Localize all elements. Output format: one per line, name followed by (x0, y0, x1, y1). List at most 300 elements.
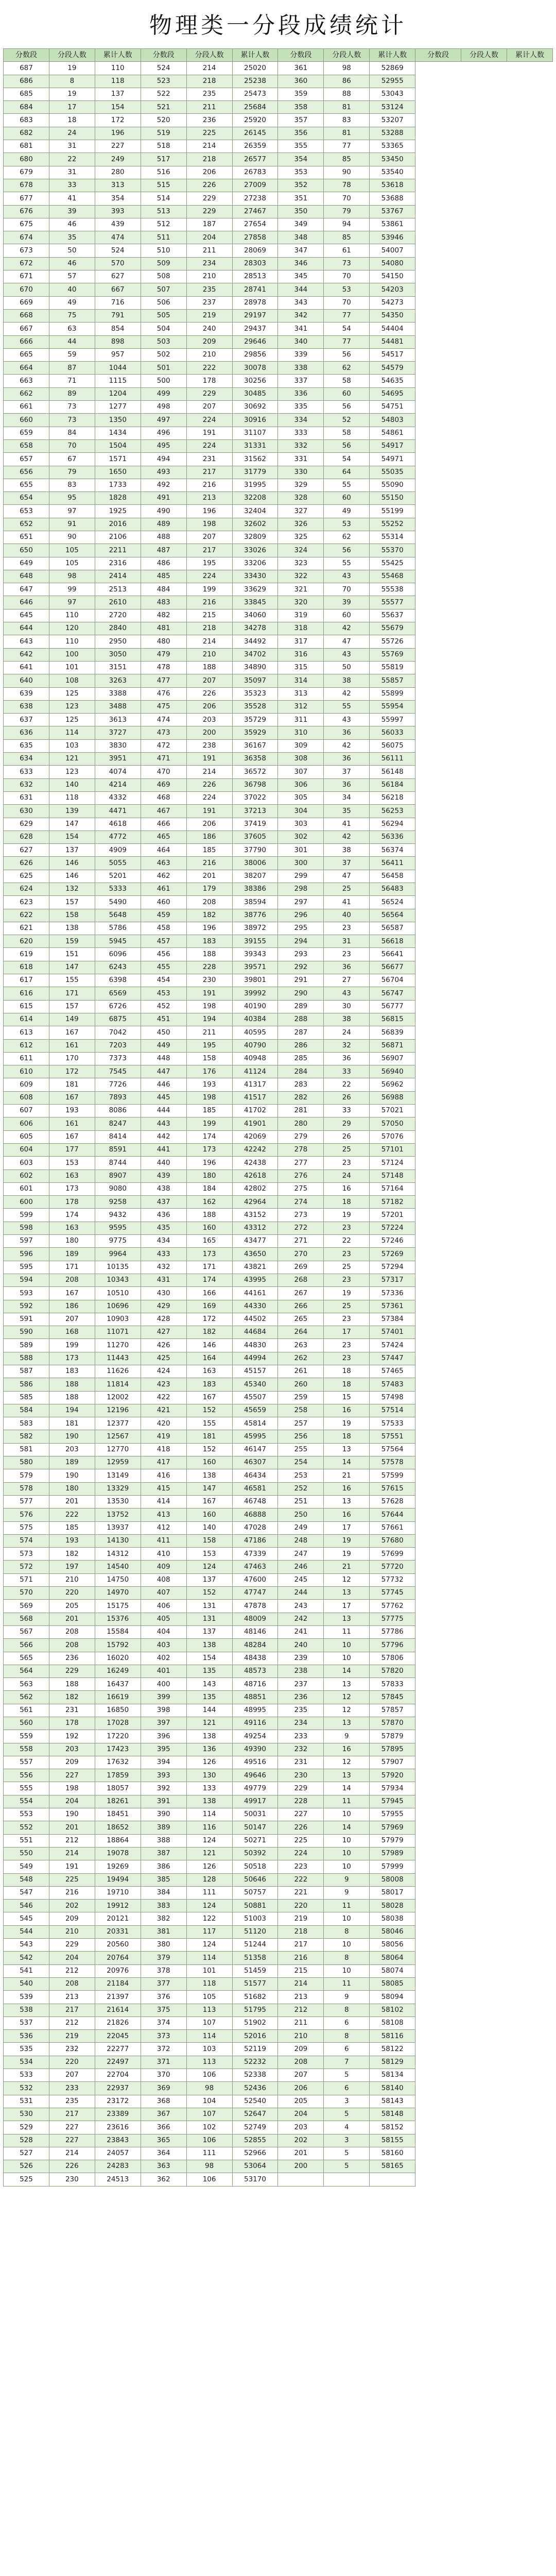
table-cell: 381 (141, 1925, 186, 1938)
table-cell: 40790 (232, 1039, 278, 1052)
table-cell: 27238 (232, 192, 278, 205)
table-cell: 496 (141, 427, 186, 439)
table-cell: 63 (49, 323, 95, 335)
table-cell: 374 (141, 2016, 186, 2029)
table-row (4, 531, 553, 544)
table-row (4, 1600, 553, 1613)
table-cell: 14 (324, 1665, 370, 1677)
table-cell: 58094 (370, 1991, 415, 2004)
table-header-row (4, 49, 553, 62)
table-cell: 434 (141, 1235, 186, 1248)
table-row (4, 218, 553, 231)
table-cell: 13 (324, 1769, 370, 1782)
table-cell: 52540 (232, 2095, 278, 2108)
table-cell: 201 (49, 1613, 95, 1625)
table-row (4, 1808, 553, 1821)
table-cell: 18057 (95, 1782, 141, 1795)
table-cell: 3613 (95, 714, 141, 726)
table-cell: 424 (141, 1365, 186, 1378)
table-cell: 333 (278, 427, 324, 439)
table-cell: 11270 (95, 1339, 141, 1352)
table-cell: 57845 (370, 1691, 415, 1704)
table-cell: 58028 (370, 1900, 415, 1912)
table-cell: 225 (186, 127, 232, 140)
table-cell: 57907 (370, 1756, 415, 1769)
table-cell: 532 (4, 2082, 49, 2095)
table-cell: 898 (95, 335, 141, 348)
table-cell: 371 (141, 2056, 186, 2069)
header-score-1: 分数段 (4, 49, 49, 62)
table-cell: 7726 (95, 1078, 141, 1091)
table-cell: 52955 (370, 75, 415, 88)
table-cell: 575 (4, 1521, 49, 1534)
table-cell: 1350 (95, 414, 141, 427)
table-cell: 57796 (370, 1639, 415, 1652)
table-row (4, 1900, 553, 1912)
table-cell: 98 (186, 2160, 232, 2173)
table-cell: 173 (49, 1182, 95, 1195)
table-cell: 594 (4, 1274, 49, 1286)
table-cell: 52338 (232, 2069, 278, 2082)
table-cell: 33 (324, 1065, 370, 1078)
table-cell: 1733 (95, 479, 141, 492)
table-row (4, 1587, 553, 1600)
table-cell: 171 (49, 1261, 95, 1274)
table-cell: 514 (141, 192, 186, 205)
table-cell: 56641 (370, 948, 415, 961)
table-cell: 1650 (95, 466, 141, 479)
table-cell: 163 (49, 1222, 95, 1234)
table-cell: 235 (278, 1704, 324, 1717)
table-cell: 139 (49, 805, 95, 818)
table-cell: 57775 (370, 1613, 415, 1625)
table-cell: 277 (278, 1157, 324, 1170)
table-cell: 570 (95, 257, 141, 270)
table-cell: 354 (278, 153, 324, 166)
table-cell: 683 (4, 114, 49, 127)
table-row (4, 179, 553, 192)
table-row (4, 166, 553, 179)
table-cell: 23 (324, 1157, 370, 1170)
table-cell: 644 (4, 622, 49, 635)
table-cell: 101 (186, 1964, 232, 1977)
table-cell: 89 (49, 387, 95, 400)
table-cell: 56747 (370, 987, 415, 1000)
table-cell: 427 (141, 1326, 186, 1339)
table-row (4, 766, 553, 778)
table-cell: 624 (4, 883, 49, 896)
table-cell: 582 (4, 1430, 49, 1443)
table-cell: 48438 (232, 1652, 278, 1665)
table-cell: 11071 (95, 1326, 141, 1339)
table-cell: 70 (324, 583, 370, 596)
table-cell: 52232 (232, 2056, 278, 2069)
table-row (4, 1730, 553, 1743)
table-cell: 251 (278, 1495, 324, 1508)
table-cell: 671 (4, 270, 49, 283)
table-cell: 45659 (232, 1404, 278, 1417)
table-cell: 56871 (370, 1039, 415, 1052)
table-cell: 209 (186, 335, 232, 348)
table-cell: 229 (49, 1665, 95, 1677)
table-row (4, 1078, 553, 1091)
table-cell: 24 (324, 1170, 370, 1182)
table-cell: 4074 (95, 766, 141, 778)
table-cell: 62 (324, 362, 370, 375)
table-cell: 58108 (370, 2016, 415, 2029)
table-cell: 433 (141, 1248, 186, 1261)
table-cell: 15584 (95, 1625, 141, 1638)
table-cell: 57806 (370, 1652, 415, 1665)
table-cell: 509 (141, 257, 186, 270)
table-cell: 675 (4, 218, 49, 231)
table-cell: 679 (4, 166, 49, 179)
table-cell: 218 (186, 622, 232, 635)
table-cell: 21 (324, 1561, 370, 1573)
table-cell: 16 (324, 1509, 370, 1521)
table-cell: 447 (141, 1065, 186, 1078)
table-cell: 613 (4, 1026, 49, 1039)
table-cell: 81 (324, 101, 370, 114)
table-cell: 263 (278, 1339, 324, 1352)
table-cell: 25 (324, 1300, 370, 1313)
table-cell: 545 (4, 1912, 49, 1925)
table-cell: 24057 (95, 2147, 141, 2160)
table-cell: 57246 (370, 1235, 415, 1248)
table-cell: 212 (49, 1834, 95, 1847)
table-cell: 143 (186, 1678, 232, 1691)
table-row (4, 557, 553, 570)
table-cell: 198 (186, 1000, 232, 1013)
table-cell: 79 (324, 205, 370, 218)
table-cell: 211 (278, 2016, 324, 2029)
table-cell: 254 (278, 1456, 324, 1469)
table-cell: 13149 (95, 1469, 141, 1482)
table-cell: 1828 (95, 492, 141, 505)
table-cell: 2106 (95, 531, 141, 544)
table-cell: 235 (186, 283, 232, 296)
table-cell: 634 (4, 753, 49, 766)
table-cell: 206 (278, 2082, 324, 2095)
table-cell: 241 (278, 1625, 324, 1638)
table-cell: 158 (186, 1052, 232, 1065)
table-cell: 56815 (370, 1013, 415, 1026)
table-cell: 110 (95, 62, 141, 75)
table-cell: 23172 (95, 2095, 141, 2108)
table-cell: 53861 (370, 218, 415, 231)
table-cell: 471 (141, 753, 186, 766)
table-cell: 202 (278, 2134, 324, 2147)
table-cell: 340 (278, 335, 324, 348)
table-cell: 18 (49, 114, 95, 127)
table-cell: 84 (49, 427, 95, 439)
table-cell: 524 (95, 244, 141, 257)
table-cell: 328 (278, 492, 324, 505)
table-cell: 214 (278, 1977, 324, 1990)
table-cell: 210 (49, 1925, 95, 1938)
header-count-2: 分段人数 (186, 49, 232, 62)
table-cell: 17423 (95, 1743, 141, 1756)
table-cell: 160 (186, 1222, 232, 1234)
table-cell: 25 (324, 1143, 370, 1156)
table-cell: 85 (324, 231, 370, 244)
table-cell: 33629 (232, 583, 278, 596)
table-cell: 12 (324, 1704, 370, 1717)
table-cell: 603 (4, 1157, 49, 1170)
table-cell: 214 (49, 2147, 95, 2160)
table-cell: 47 (324, 870, 370, 883)
table-cell: 213 (278, 1991, 324, 2004)
table-cell: 123 (49, 766, 95, 778)
table-cell: 26359 (232, 140, 278, 153)
table-cell: 118 (95, 75, 141, 88)
table-cell: 255 (278, 1443, 324, 1456)
table-cell: 382 (141, 1912, 186, 1925)
table-row (4, 1847, 553, 1860)
table-cell: 48995 (232, 1704, 278, 1717)
table-cell: 453 (141, 987, 186, 1000)
table-cell: 55 (324, 479, 370, 492)
table-cell: 454 (141, 974, 186, 987)
table-cell: 51358 (232, 1952, 278, 1964)
table-cell: 40384 (232, 1013, 278, 1026)
table-cell: 4909 (95, 844, 141, 857)
table-cell (324, 2173, 370, 2186)
table-cell: 118 (49, 791, 95, 804)
table-cell: 19269 (95, 1860, 141, 1873)
table-cell: 29856 (232, 348, 278, 361)
table-cell: 53365 (370, 140, 415, 153)
table-cell: 422 (141, 1391, 186, 1404)
table-cell: 181 (49, 1417, 95, 1430)
table-cell: 5 (324, 2108, 370, 2121)
table-cell: 21184 (95, 1977, 141, 1990)
table-cell: 56374 (370, 844, 415, 857)
table-cell: 8247 (95, 1117, 141, 1130)
table-cell: 716 (95, 296, 141, 309)
table-cell: 376 (141, 1991, 186, 2004)
table-cell: 78 (324, 179, 370, 192)
table-cell: 550 (4, 1847, 49, 1860)
table-cell: 57401 (370, 1326, 415, 1339)
table-cell: 9432 (95, 1209, 141, 1222)
table-cell: 439 (141, 1170, 186, 1182)
table-cell: 14970 (95, 1587, 141, 1600)
table-cell: 29 (324, 1117, 370, 1130)
table-cell: 45507 (232, 1391, 278, 1404)
table-cell: 239 (278, 1652, 324, 1665)
table-cell: 50646 (232, 1873, 278, 1886)
table-cell: 181 (186, 1430, 232, 1443)
table-cell: 6243 (95, 961, 141, 974)
table-cell: 56033 (370, 726, 415, 739)
table-cell: 234 (278, 1717, 324, 1730)
table-cell: 77 (324, 335, 370, 348)
table-cell: 499 (141, 387, 186, 400)
table-cell: 18 (324, 1430, 370, 1443)
table-cell: 174 (186, 1274, 232, 1286)
table-cell: 346 (278, 257, 324, 270)
table-cell: 616 (4, 987, 49, 1000)
table-cell: 57551 (370, 1430, 415, 1443)
table-cell: 466 (141, 818, 186, 831)
table-cell: 13937 (95, 1521, 141, 1534)
table-cell: 56524 (370, 896, 415, 909)
table-cell: 55425 (370, 557, 415, 570)
table-cell: 160 (186, 1509, 232, 1521)
table-cell: 120 (49, 622, 95, 635)
table-cell: 16 (324, 1743, 370, 1756)
table-cell: 279 (278, 1130, 324, 1143)
table-cell: 10 (324, 1652, 370, 1665)
table-cell: 55769 (370, 648, 415, 661)
table-cell: 138 (186, 1639, 232, 1652)
table-row (4, 1365, 553, 1378)
table-cell: 5 (324, 2147, 370, 2160)
table-cell: 311 (278, 714, 324, 726)
table-cell: 1925 (95, 505, 141, 518)
table-cell: 11814 (95, 1378, 141, 1391)
table-cell: 556 (4, 1769, 49, 1782)
table-cell: 47 (324, 635, 370, 648)
table-row (4, 700, 553, 713)
table-cell: 36 (324, 726, 370, 739)
table-cell: 234 (186, 257, 232, 270)
table-cell: 358 (278, 101, 324, 114)
table-cell: 470 (141, 766, 186, 778)
table-cell: 43152 (232, 1209, 278, 1222)
table-cell: 535 (4, 2043, 49, 2056)
table-cell: 9 (324, 1886, 370, 1899)
table-row (4, 257, 553, 270)
table-cell: 91 (49, 518, 95, 531)
table-cell: 642 (4, 648, 49, 661)
table-cell: 415 (141, 1482, 186, 1495)
table-cell: 290 (278, 987, 324, 1000)
table-row (4, 2147, 553, 2160)
table-cell: 163 (186, 1365, 232, 1378)
table-row (4, 205, 553, 218)
table-row (4, 1182, 553, 1195)
table-cell: 229 (186, 205, 232, 218)
table-cell: 672 (4, 257, 49, 270)
table-cell: 17 (324, 1326, 370, 1339)
table-cell: 521 (141, 101, 186, 114)
table-cell: 17859 (95, 1769, 141, 1782)
table-cell: 226 (49, 2160, 95, 2173)
table-cell: 224 (278, 1847, 324, 1860)
table-cell: 629 (4, 818, 49, 831)
table-cell: 98 (324, 62, 370, 75)
table-cell: 23 (324, 1274, 370, 1286)
table-cell: 37 (324, 857, 370, 870)
table-cell: 50 (324, 661, 370, 674)
table-cell: 463 (141, 857, 186, 870)
table-cell: 35528 (232, 700, 278, 713)
table-cell: 351 (278, 192, 324, 205)
table-cell: 53288 (370, 127, 415, 140)
table-row (4, 492, 553, 505)
table-cell: 367 (141, 2108, 186, 2121)
table-cell: 215 (186, 609, 232, 622)
table-row (4, 2082, 553, 2095)
table-cell: 212 (49, 2016, 95, 2029)
table-cell: 2513 (95, 583, 141, 596)
table-cell: 5055 (95, 857, 141, 870)
table-cell: 13 (324, 1495, 370, 1508)
table-cell: 472 (141, 739, 186, 752)
table-cell: 144 (186, 1704, 232, 1717)
table-cell: 123 (49, 700, 95, 713)
table-cell: 38 (324, 1013, 370, 1026)
table-cell: 564 (4, 1665, 49, 1677)
table-row (4, 2043, 553, 2056)
table-cell: 312 (278, 700, 324, 713)
table-cell: 33845 (232, 596, 278, 609)
table-cell: 17 (49, 101, 95, 114)
table-cell: 24 (49, 127, 95, 140)
table-cell: 56294 (370, 818, 415, 831)
table-cell: 42 (324, 831, 370, 843)
table-cell: 570 (4, 1587, 49, 1600)
table-cell: 19494 (95, 1873, 141, 1886)
table-cell: 184 (186, 1182, 232, 1195)
table-cell: 36 (324, 1052, 370, 1065)
table-cell: 171 (49, 987, 95, 1000)
table-cell: 206 (186, 700, 232, 713)
table-cell: 27467 (232, 205, 278, 218)
table-cell: 210 (186, 648, 232, 661)
table-cell: 17 (324, 1600, 370, 1613)
table-cell: 11 (324, 1900, 370, 1912)
table-row (4, 1639, 553, 1652)
table-row (4, 101, 553, 114)
table-cell: 59 (49, 348, 95, 361)
table-cell: 23 (324, 1248, 370, 1261)
table-cell: 10 (324, 1834, 370, 1847)
table-cell: 305 (278, 791, 324, 804)
table-cell: 57384 (370, 1313, 415, 1326)
table-cell: 55 (324, 700, 370, 713)
table-cell: 464 (141, 844, 186, 857)
table-cell: 138 (186, 1469, 232, 1482)
table-cell: 421 (141, 1404, 186, 1417)
table-cell: 28741 (232, 283, 278, 296)
table-cell: 41317 (232, 1078, 278, 1091)
table-cell: 646 (4, 596, 49, 609)
table-cell: 174 (186, 1130, 232, 1143)
table-row (4, 1691, 553, 1704)
table-cell: 399 (141, 1691, 186, 1704)
table-cell: 146 (49, 857, 95, 870)
table-cell: 201 (186, 870, 232, 883)
table-cell: 388 (141, 1834, 186, 1847)
table-row (4, 1509, 553, 1521)
table-cell: 243 (278, 1600, 324, 1613)
table-cell: 21397 (95, 1991, 141, 2004)
table-cell: 627 (95, 270, 141, 283)
table-cell: 229 (278, 1782, 324, 1795)
table-cell: 531 (4, 2095, 49, 2108)
table-cell: 57076 (370, 1130, 415, 1143)
table-cell: 55468 (370, 570, 415, 583)
table-row (4, 609, 553, 622)
table-cell: 57269 (370, 1248, 415, 1261)
table-cell: 57336 (370, 1287, 415, 1300)
table-cell: 199 (49, 1339, 95, 1352)
table-cell: 208 (278, 2056, 324, 2069)
table-cell: 673 (4, 244, 49, 257)
